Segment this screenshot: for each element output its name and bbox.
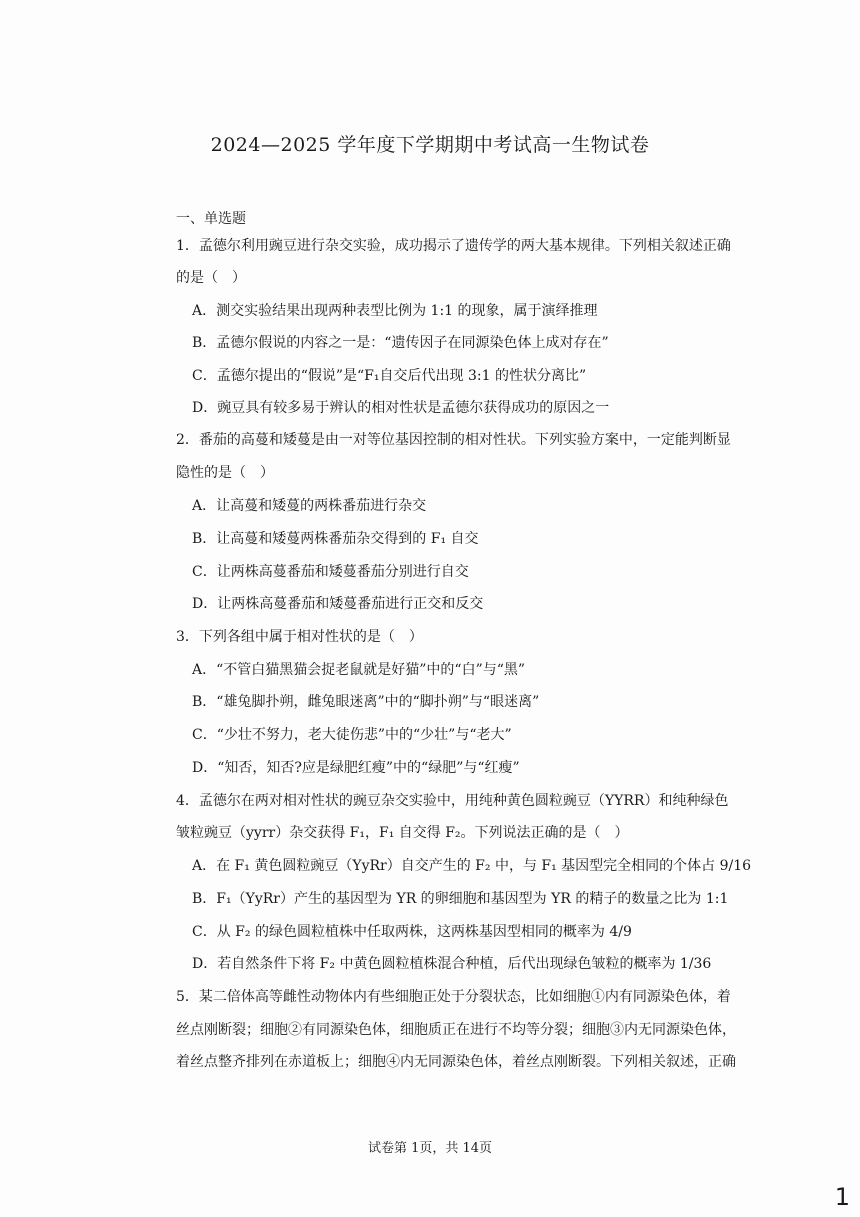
question-1-stem: 1．孟德尔利用豌豆进行杂交实验，成功揭示了遗传学的两大基本规律。下列相关叙述正确 — [176, 238, 731, 254]
question-4-option-c: C．从 F₂ 的绿色圆粒植株中任取两株，这两株基因型相同的概率为 4/9 — [192, 924, 632, 940]
page-number: 1 — [834, 1183, 850, 1211]
question-4-stem: 4．孟德尔在两对相对性状的豌豆杂交实验中，用纯种黄色圆粒豌豆（YYRR）和纯种绿色 — [176, 793, 729, 809]
section-heading: 一、单选题 — [176, 211, 246, 227]
question-5-stem: 5．某二倍体高等雌性动物体内有些细胞正处于分裂状态，比如细胞①内有同源染色体，着 — [176, 989, 731, 1005]
question-3-option-c: C．“少壮不努力，老大徒伤悲”中的“少壮”与“老大” — [192, 727, 512, 743]
question-3-option-d: D．“知否，知否?应是绿肥红瘦”中的“绿肥”与“红瘦” — [192, 760, 520, 776]
question-2-stem: 2．番茄的高蔓和矮蔓是由一对等位基因控制的相对性状。下列实验方案中，一定能判断显 — [176, 432, 731, 448]
question-5-stem-cont-2: 着丝点整齐排列在赤道板上；细胞④内无同源染色体，着丝点刚断裂。下列相关叙述，正确 — [176, 1054, 736, 1070]
question-5-stem-cont: 丝点刚断裂；细胞②有同源染色体，细胞质正在进行不均等分裂；细胞③内无同源染色体， — [176, 1022, 736, 1038]
question-2-option-d: D．让两株高蔓番茄和矮蔓番茄进行正交和反交 — [192, 596, 484, 612]
question-3-option-a: A．“不管白猫黑猫会捉老鼠就是好猫”中的“白”与“黑” — [192, 662, 526, 678]
question-2-option-a: A．让高蔓和矮蔓的两株番茄进行杂交 — [192, 498, 427, 514]
question-1-option-a: A．测交实验结果出现两种表型比例为 1:1 的现象，属于演绎推理 — [192, 303, 598, 319]
question-4-option-b: B．F₁（YyRr）产生的基因型为 YR 的卵细胞和基因型为 YR 的精子的数量之比为 1:1 — [192, 891, 729, 907]
question-4-option-a: A．在 F₁ 黄色圆粒豌豆（YyRr）自交产生的 F₂ 中，与 F₁ 基因型完全相同的个体占 9/16 — [192, 858, 752, 874]
question-4-option-d: D．若自然条件下将 F₂ 中黄色圆粒植株混合种植，后代出现绿色皱粒的概率为 1/36 — [192, 956, 712, 972]
question-2-option-b: B．让高蔓和矮蔓两株番茄杂交得到的 F₁ 自交 — [192, 531, 479, 547]
question-1-option-c: C．孟德尔提出的“假说”是“F₁自交后代出现 3:1 的性状分离比” — [192, 368, 587, 384]
question-3-stem: 3．下列各组中属于相对性状的是（ ） — [176, 629, 423, 645]
question-1-stem-cont: 的是（ ） — [176, 270, 246, 286]
question-1-option-d: D．豌豆具有较多易于辨认的相对性状是孟德尔获得成功的原因之一 — [192, 400, 610, 416]
question-4-stem-cont: 皱粒豌豆（yyrr）杂交获得 F₁，F₁ 自交得 F₂。下列说法正确的是（ ） — [176, 825, 629, 841]
question-2-stem-cont: 隐性的是（ ） — [176, 465, 274, 481]
question-3-option-b: B．“雄兔脚扑朔，雌兔眼迷离”中的“脚扑朔”与“眼迷离” — [192, 694, 540, 710]
question-1-option-b: B．孟德尔假说的内容之一是：“遗传因子在同源染色体上成对存在” — [192, 335, 609, 351]
question-2-option-c: C．让两株高蔓番茄和矮蔓番茄分别进行自交 — [192, 564, 469, 580]
exam-title: 2024—2025 学年度下学期期中考试高一生物试卷 — [210, 134, 650, 156]
page-footer: 试卷第 1页，共 14页 — [367, 1141, 493, 1156]
